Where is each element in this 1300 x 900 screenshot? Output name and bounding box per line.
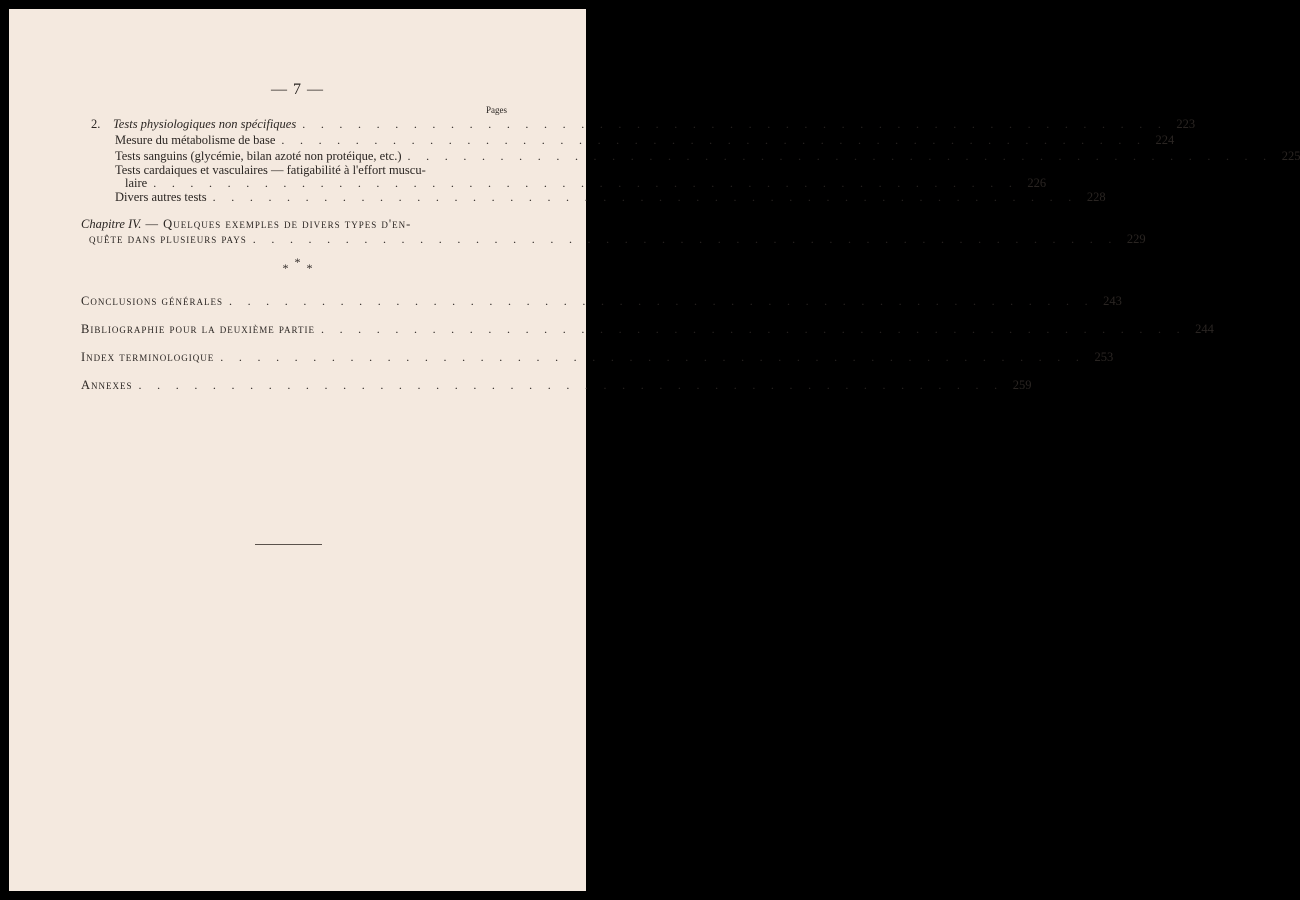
toc-entry-chapitre-iv-line2[interactable] [89,232,1146,247]
toc-entry-label: quête dans plusieurs pays [89,232,247,246]
toc-entry-page: 228 [1086,190,1106,204]
toc-entry-page: 223 [1176,117,1196,131]
toc-entry-label: Index terminologique [81,350,215,364]
toc-entry-page: 226 [1027,176,1047,190]
toc-entry-annexes[interactable] [81,378,1032,393]
toc-entry-page: 229 [1126,232,1146,246]
toc-entry-label: laire [125,176,148,190]
toc-entry-label: Tests physiologiques non spécifiques [113,117,297,131]
chapter-label: Chapitre IV. [81,217,142,231]
dot-leader: . . . . . . . . . . . . . . . . . . . . . . . . . . . . . . . . . . . . . . . . . . . . . . . [138,378,1004,392]
toc-entry-conclusions[interactable] [81,294,1122,309]
toc-entry-label: Bibliographie pour la deuxième partie [81,322,315,336]
toc-entry-page: 224 [1155,133,1175,147]
toc-entry-metabolisme[interactable] [115,133,1175,148]
toc-entry-bibliographie[interactable] [81,322,1214,337]
toc-entry-page: 225 [1281,149,1300,163]
toc-entry-page: 253 [1094,350,1114,364]
page-number: — 7 — [271,81,324,98]
dot-leader: . . . . . . . . . . . . . . . . . . . . . . . . . . . . . . . . . . . . . . . . . . . . . . . [252,232,1118,246]
dot-leader: . . . . . . . . . . . . . . . . . . . . . . . . . . . . . . . . . . . . . . . . . . . . . . . [302,117,1168,131]
dot-leader: . . . . . . . . . . . . . . . . . . . . . . . . . . . . . . . . . . . . . . . . . . . . . . . [320,322,1186,336]
toc-entry-tests-sanguins[interactable] [115,149,1300,164]
dot-leader: . . . . . . . . . . . . . . . . . . . . . . . . . . . . . . . . . . . . . . . . . . . . . . . [228,294,1094,308]
toc-entry-index[interactable] [81,350,1114,365]
toc-entry-page: 243 [1103,294,1122,308]
separator-star: * [294,255,301,269]
chapter-title: — Quelques exemples de divers types d'en- [141,217,412,231]
toc-entry-page: 259 [1012,378,1032,392]
toc-entry-label: Divers autres tests [115,190,207,204]
toc-entry-page: 244 [1195,322,1214,336]
toc-entry-chapitre-iv-line1[interactable] [81,217,411,232]
dot-leader: . . . . . . . . . . . . . . . . . . . . . . . . . . . . . . . . . . . . . . . . . . . . . . . [153,176,1019,190]
dot-leader: . . . . . . . . . . . . . . . . . . . . . . . . . . . . . . . . . . . . . . . . . . . . . . . [212,190,1078,204]
pages-column-header: Pages [486,105,507,115]
dot-leader: . . . . . . . . . . . . . . . . . . . . . . . . . . . . . . . . . . . . . . . . . . . . . . . [281,133,1147,147]
toc-entry-label: Conclusions générales [81,294,223,308]
section-separator [9,255,586,276]
toc-entry-tests-cardiaques-line1[interactable]: Tests cardaiques et vasculaires — fatigabilité à l'effort muscu- [115,163,426,177]
end-rule [255,544,322,545]
dot-leader: . . . . . . . . . . . . . . . . . . . . . . . . . . . . . . . . . . . . . . . . . . . . . . . [407,149,1273,163]
toc-entry-label: Tests sanguins (glycémie, bilan azoté non protéique, etc.) [115,149,402,163]
separator-star: * [306,261,313,275]
toc-entry-label: Annexes [81,378,133,392]
dot-leader: . . . . . . . . . . . . . . . . . . . . . . . . . . . . . . . . . . . . . . . . . . . . . . . [220,350,1086,364]
toc-entry-prefix: 2. [91,117,101,131]
toc-entry-tests-cardiaques-line2[interactable] [125,176,1047,191]
toc-entry-label: Mesure du métabolisme de base [115,133,276,147]
toc-entry-divers-tests[interactable] [115,190,1106,205]
document-page [9,9,1300,891]
toc-entry-tests-physiologiques[interactable] [91,117,1196,132]
separator-star: * [282,261,289,275]
